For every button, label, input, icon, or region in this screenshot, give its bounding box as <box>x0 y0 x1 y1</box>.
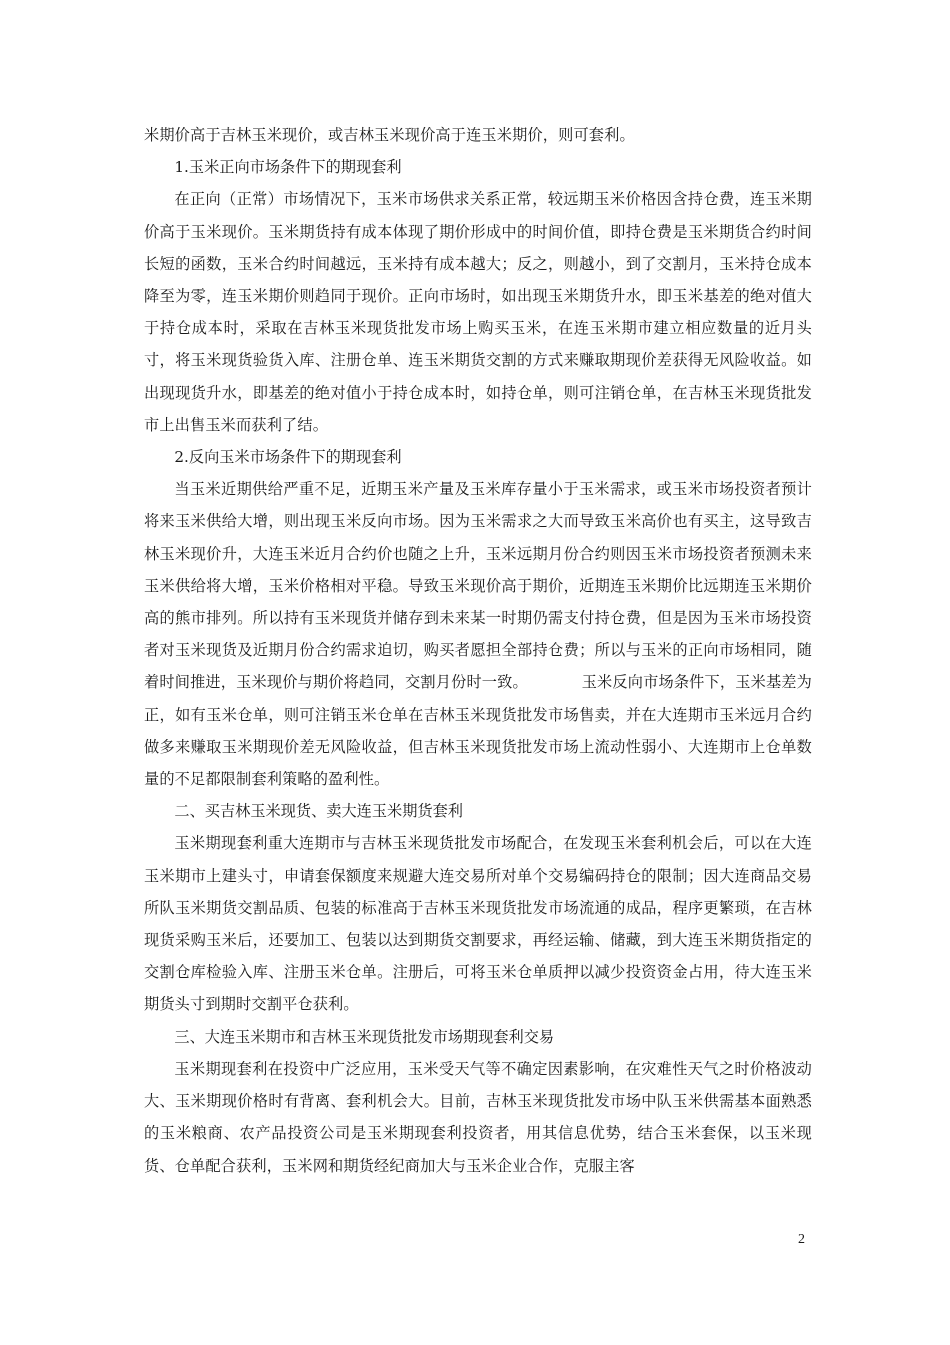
document-body <box>144 119 812 1182</box>
paragraph-continuation: 米期价高于吉林玉米现价，或吉林玉米现价高于连玉米期价，则可套利。 <box>144 126 635 144</box>
section-heading-1: 1.玉米正向市场条件下的期现套利 <box>174 158 402 177</box>
section-heading-3: 二、买吉林玉米现货、卖大连玉米期货套利 <box>174 802 463 821</box>
paragraph-forward-market: 在正向（正常）市场情况下，玉米市场供求关系正常，较远期玉米价格因含持仓费，连玉米期价高于玉米现价。玉米期货持有成本体现了期价形成中的时间价值，即持仓费是玉米期货合约时间长短的函数，玉米合约时间越远，玉米持有成本越大；反之，则越小，到了交割月，玉米持仓成本降至为零，连玉米期价则趋同于现价。正向市场时，如出现玉米期货升水，即玉米基差的绝对值大于持仓成本时，采取在吉林玉米现货批发市场上购买玉米，在连玉米期市建立相应数量的近月头寸，将玉米现货验货入库、注册仓单、连玉米期货交割的方式来赚取期现价差获得无风险收益。如出现现货升水，即基差的绝对值小于持仓成本时，如持仓单，则可注销仓单，在吉林玉米现货批发市上出售玉米而获利了结。 <box>144 190 812 434</box>
paragraph-reverse-market: 当玉米近期供给严重不足，近期玉米产量及玉米库存量小于玉米需求，或玉米市场投资者预计将来玉米供给大增，则出现玉米反向市场。因为玉米需求之大而导致玉米高价也有买主，这导致吉林玉米现价升，大连玉米近月合约价也随之上升，玉米远期月份合约则因玉米市场投资者预测未来玉米供给将大增，玉米价格相对平稳。导致玉米现价高于期价，近期连玉米期价比远期连玉米期价高的熊市排列。所以持有玉米现货并储存到未来某一时期仍需支付持仓费，但是因为玉米市场投资者对玉米现货及近期月份合约需求迫切，购买者愿担全部持仓费；所以与玉米的正向市场相同，随着时间推进，玉米现价与期价将趋同，交割月份时一致。 玉米反向市场条件下，玉米基差为正，如有玉米仓单，则可注销玉米仓单在吉林玉米现货批发市场售卖，并在大连期市玉米远月合约做多来赚取玉米期现价差无风险收益，但吉林玉米现货批发市场上流动性弱小、大连期市上仓单数量的不足都限制套利策略的盈利性。 <box>144 480 812 789</box>
section-heading-4: 三、大连玉米期市和吉林玉米现货批发市场期现套利交易 <box>174 1027 555 1046</box>
section-heading-2: 2.反向玉米市场条件下的期现套利 <box>174 448 402 467</box>
paragraph-buy-spot-sell-futures: 玉米期现套利重大连期市与吉林玉米现货批发市场配合，在发现玉米套利机会后，可以在大连玉米期市上建头寸，申请套保额度来规避大连交易所对单个交易编码持仓的限制；因大连商品交易所队玉米期货交割品质、包装的标准高于吉林玉米现货批发市场流通的成品，程序更繁琐，在吉林现货采购玉米后，还要加工、包装以达到期货交割要求，再经运输、储藏，到大连玉米期货指定的交割仓库检验入库、注册玉米仓单。注册后，可将玉米仓单质押以减少投资资金占用，待大连玉米期货头寸到期时交割平仓获利。 <box>144 834 812 1014</box>
paragraph-arbitrage-trading: 玉米期现套利在投资中广泛应用，玉米受天气等不确定因素影响，在灾难性天气之时价格波动大、玉米期现价格时有背离、套利机会大。目前，吉林玉米现货批发市场中队玉米供需基本面熟悉的玉米粮商、农产品投资公司是玉米期现套利投资者，用其信息优势，结合玉米套保，以玉米现货、仓单配合获利，玉米网和期货经纪商加大与玉米企业合作，克服主客 <box>144 1059 812 1175</box>
page-number: 2 <box>798 1232 805 1247</box>
